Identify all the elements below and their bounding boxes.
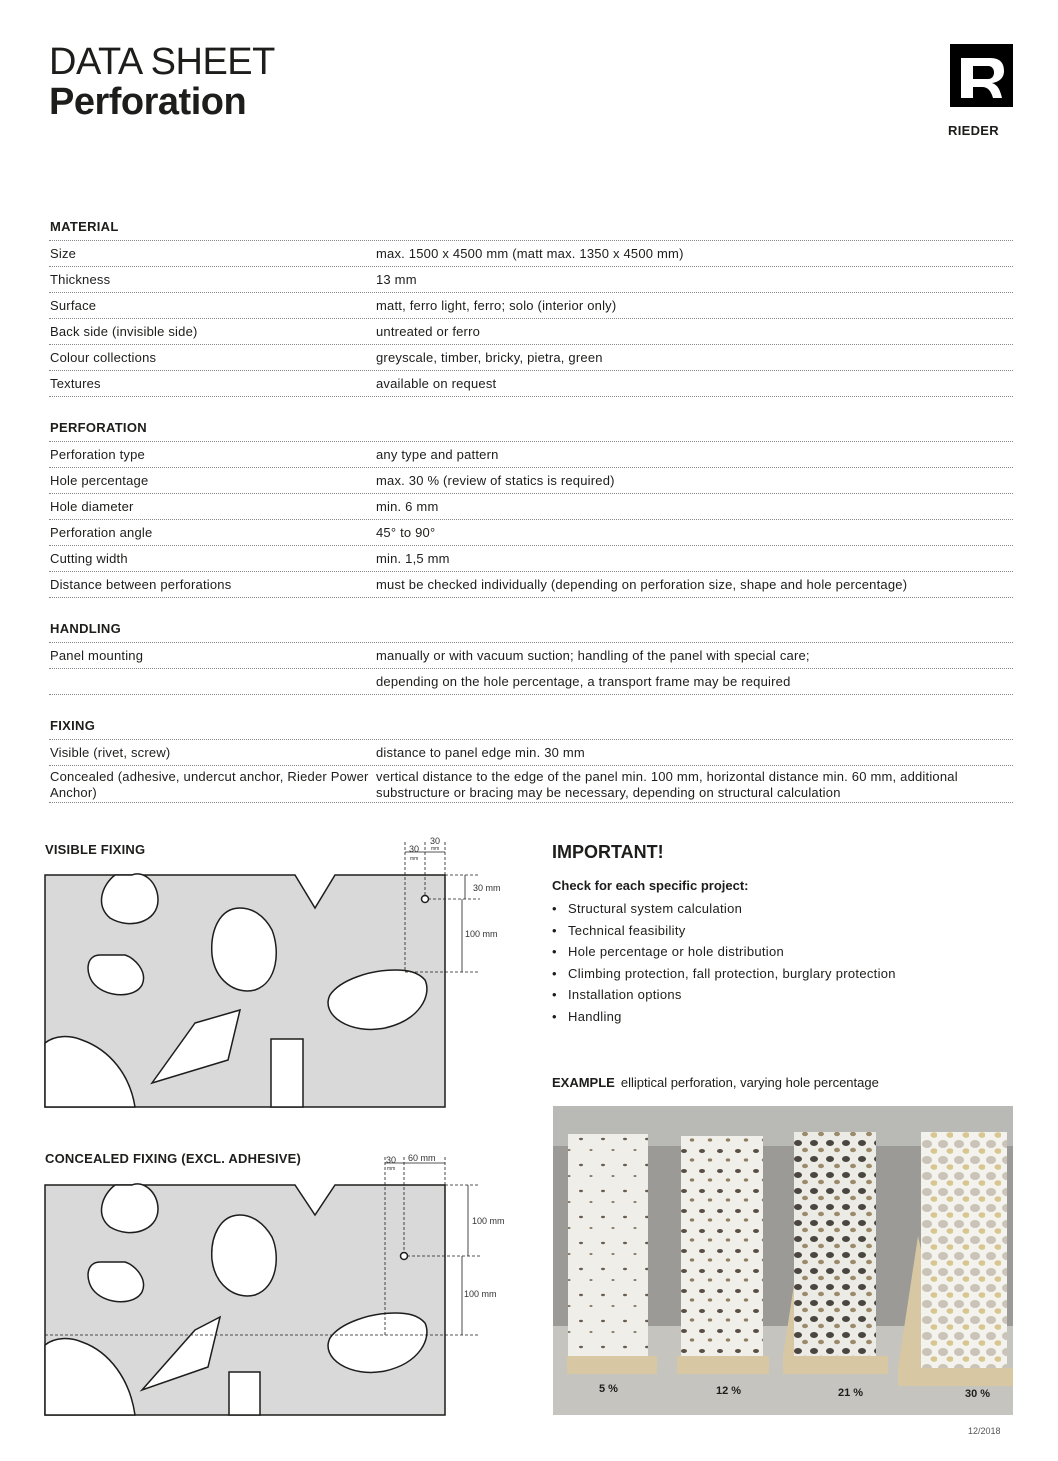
title-line-2: Perforation (49, 81, 247, 123)
dim-label: 30 (409, 844, 420, 854)
table-row (49, 442, 1013, 468)
table-row (49, 546, 1013, 572)
visible-fixing-diagram (40, 830, 520, 1120)
spec-table (49, 216, 1013, 803)
row-label: Hole diameter (50, 499, 134, 514)
dim-label: 30 (430, 836, 441, 846)
row-label: Thickness (50, 272, 111, 287)
row-value: available on request (376, 376, 497, 391)
row-label: Perforation type (50, 447, 145, 462)
table-row (49, 520, 1013, 546)
table-row (49, 643, 1013, 669)
row-label: Hole percentage (50, 473, 149, 488)
dim-label: 100 mm (472, 1216, 505, 1226)
row-label: Panel mounting (50, 648, 144, 663)
table-row (49, 371, 1013, 397)
list-item: • Structural system calculation (552, 898, 896, 920)
table-row (49, 740, 1013, 766)
section-material (49, 216, 1013, 397)
row-label: Distance between perforations (50, 577, 232, 592)
table-row (49, 319, 1013, 345)
percentage-label: 21 % (838, 1387, 864, 1399)
percentage-label: 12 % (716, 1385, 742, 1397)
dim-label: 30 (386, 1155, 397, 1165)
fixing-point-icon (401, 1253, 408, 1260)
footer-date: 12/2018 (968, 1426, 1001, 1436)
row-label: Concealed (adhesive, undercut anchor, Rieder Power Anchor) (50, 769, 369, 800)
important-title: IMPORTANT! (552, 842, 664, 862)
row-label: Surface (50, 298, 97, 313)
example-photo (553, 1106, 1013, 1415)
row-value: depending on the hole percentage, a transport frame may be required (376, 674, 791, 689)
panel-21-percent (783, 1132, 888, 1374)
row-value: max. 30 % (review of statics is required) (376, 473, 615, 488)
row-label (49, 669, 376, 694)
section-perforation (49, 417, 1013, 598)
rieder-logo (950, 44, 1013, 107)
list-item: • Climbing protection, fall protection, burglary protection (552, 963, 896, 985)
dim-label: mm (387, 1166, 396, 1172)
dim-label: 100 mm (465, 929, 498, 939)
row-value: min. 1,5 mm (376, 551, 450, 566)
section-title: MATERIAL (49, 216, 1013, 241)
important-subtitle: Check for each specific project: (552, 878, 749, 893)
section-handling (49, 618, 1013, 695)
table-row (49, 241, 1013, 267)
table-row (49, 267, 1013, 293)
logo-text: RIEDER (948, 123, 999, 138)
example-caption (552, 1075, 879, 1090)
row-label: Back side (invisible side) (50, 324, 198, 339)
table-row (49, 468, 1013, 494)
row-label: Colour collections (50, 350, 157, 365)
row-value: manually or with vacuum suction; handling of the panel with special care; (376, 648, 810, 663)
list-item: • Installation options (552, 984, 896, 1006)
fixing-point-icon (422, 896, 429, 903)
row-value: untreated or ferro (376, 324, 481, 339)
row-value: vertical distance to the edge of the panel min. 100 mm, horizontal distance min. 60 mm, additional substructure or bracing may be necessary, depending on structural calculation (376, 769, 958, 800)
row-label: Perforation angle (50, 525, 153, 540)
concealed-fixing-title: CONCEALED FIXING (EXCL. ADHESIVE) (45, 1151, 302, 1166)
dim-label: 100 mm (464, 1289, 497, 1299)
row-value: max. 1500 x 4500 mm (matt max. 1350 x 4500 mm) (376, 246, 684, 261)
list-item: • Technical feasibility (552, 920, 896, 942)
panel-12-percent (677, 1136, 769, 1374)
dim-label: mm (410, 856, 419, 862)
table-row (49, 345, 1013, 371)
row-label: Size (50, 246, 77, 261)
list-item: • Handling (552, 1006, 896, 1028)
table-row (49, 766, 1013, 803)
row-label: Visible (rivet, screw) (50, 745, 171, 760)
row-value: must be checked individually (depending on perforation size, shape and hole percentage) (376, 577, 908, 592)
percentage-label: 30 % (965, 1388, 991, 1400)
table-row (49, 669, 1013, 695)
list-item: • Hole percentage or hole distribution (552, 941, 896, 963)
section-title: PERFORATION (49, 417, 1013, 442)
row-value: greyscale, timber, bricky, pietra, green (376, 350, 603, 365)
panel-5-percent (567, 1134, 657, 1374)
example-label: EXAMPLE (552, 1075, 615, 1090)
row-value: min. 6 mm (376, 499, 439, 514)
row-value: matt, ferro light, ferro; solo (interior only) (376, 298, 617, 313)
table-row (49, 293, 1013, 319)
table-row (49, 494, 1013, 520)
concealed-fixing-diagram (40, 1145, 520, 1420)
section-fixing (49, 715, 1013, 803)
row-value: distance to panel edge min. 30 mm (376, 745, 585, 760)
visible-fixing-title: VISIBLE FIXING (45, 842, 146, 857)
row-value: 13 mm (376, 272, 417, 287)
dim-label: mm (431, 846, 440, 852)
rieder-r-icon (950, 44, 1013, 107)
title-line-1: DATA SHEET (49, 41, 275, 83)
section-title: FIXING (49, 715, 1013, 740)
row-value: 45° to 90° (376, 525, 436, 540)
row-label: Cutting width (50, 551, 128, 566)
section-title: HANDLING (49, 618, 1013, 643)
dim-label: 60 mm (408, 1153, 436, 1163)
important-list (552, 898, 896, 1027)
table-row (49, 572, 1013, 598)
percentage-label: 5 % (599, 1383, 618, 1395)
example-text: elliptical perforation, varying hole percentage (620, 1075, 879, 1090)
row-value: any type and pattern (376, 447, 499, 462)
dim-label: 30 mm (473, 883, 501, 893)
row-label: Textures (50, 376, 101, 391)
